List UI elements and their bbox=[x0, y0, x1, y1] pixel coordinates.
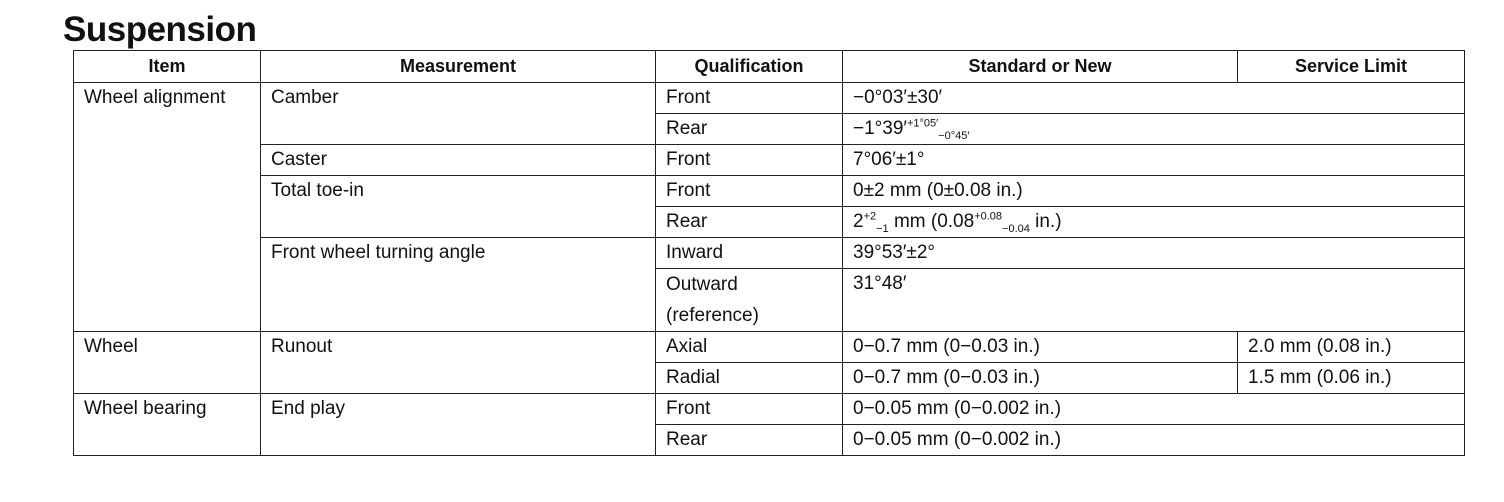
item-wheel: Wheel bbox=[74, 332, 261, 394]
measurement-camber: Camber bbox=[261, 83, 656, 145]
qualification-bearing-rear: Rear bbox=[656, 425, 843, 456]
standard-runout-radial: 0−0.7 mm (0−0.03 in.) bbox=[843, 363, 1238, 394]
measurement-runout: Runout bbox=[261, 332, 656, 394]
qualification-camber-front: Front bbox=[656, 83, 843, 114]
qualification-caster-front: Front bbox=[656, 145, 843, 176]
table-header-row bbox=[74, 51, 1465, 83]
item-wheel-alignment: Wheel alignment bbox=[74, 83, 261, 332]
table-row bbox=[74, 394, 1465, 425]
measurement-total-toe-in: Total toe-in bbox=[261, 176, 656, 238]
qualification-turn-outward bbox=[656, 269, 843, 332]
standard-camber-front: −0°03′±30′ bbox=[843, 83, 1465, 114]
qualification-reference: (reference) bbox=[666, 305, 759, 326]
standard-runout-axial: 0−0.7 mm (0−0.03 in.) bbox=[843, 332, 1238, 363]
standard-bearing-front: 0−0.05 mm (0−0.002 in.) bbox=[843, 394, 1465, 425]
page-title: Suspension bbox=[63, 10, 257, 49]
table-row bbox=[74, 176, 1465, 207]
toe-rear-lower-tolerance-in: −0.04 bbox=[1002, 222, 1030, 235]
table-row bbox=[74, 238, 1465, 269]
qualification-toe-front: Front bbox=[656, 176, 843, 207]
standard-turn-outward: 31°48′ bbox=[843, 269, 1465, 332]
qualification-outward: Outward bbox=[666, 274, 738, 295]
qualification-runout-axial: Axial bbox=[656, 332, 843, 363]
header-standard: Standard or New bbox=[843, 51, 1238, 83]
standard-bearing-rear: 0−0.05 mm (0−0.002 in.) bbox=[843, 425, 1465, 456]
measurement-front-wheel-turning-angle: Front wheel turning angle bbox=[261, 238, 656, 332]
toe-rear-value: 2 bbox=[853, 211, 864, 232]
header-qualification: Qualification bbox=[656, 51, 843, 83]
header-service-limit: Service Limit bbox=[1238, 51, 1465, 83]
toe-rear-upper-tolerance-in: +0.08 bbox=[974, 210, 1003, 223]
header-measurement: Measurement bbox=[261, 51, 656, 83]
qualification-bearing-front: Front bbox=[656, 394, 843, 425]
qualification-turn-inward: Inward bbox=[656, 238, 843, 269]
specification-table bbox=[73, 50, 1465, 456]
measurement-caster: Caster bbox=[261, 145, 656, 176]
standard-turn-inward: 39°53′±2° bbox=[843, 238, 1465, 269]
standard-toe-front: 0±2 mm (0±0.08 in.) bbox=[843, 176, 1465, 207]
item-wheel-bearing: Wheel bearing bbox=[74, 394, 261, 456]
standard-toe-rear bbox=[843, 207, 1465, 238]
standard-caster-front: 7°06′±1° bbox=[843, 145, 1465, 176]
table-row bbox=[74, 332, 1465, 363]
toe-rear-upper-tolerance-mm: +2 bbox=[863, 210, 877, 223]
camber-rear-lower-tolerance: −0°45′ bbox=[938, 129, 970, 142]
standard-camber-rear bbox=[843, 114, 1465, 145]
table-row bbox=[74, 145, 1465, 176]
service-limit-runout-axial: 2.0 mm (0.08 in.) bbox=[1238, 332, 1465, 363]
toe-rear-lower-tolerance-mm: −1 bbox=[876, 222, 889, 235]
qualification-runout-radial: Radial bbox=[656, 363, 843, 394]
camber-rear-upper-tolerance: +1°05′ bbox=[906, 117, 939, 130]
qualification-toe-rear: Rear bbox=[656, 207, 843, 238]
toe-rear-inch-value: mm (0.08 bbox=[888, 211, 975, 232]
table-row bbox=[74, 83, 1465, 114]
camber-rear-value: −1°39′ bbox=[853, 118, 907, 139]
measurement-end-play: End play bbox=[261, 394, 656, 456]
header-item: Item bbox=[74, 51, 261, 83]
service-limit-runout-radial: 1.5 mm (0.06 in.) bbox=[1238, 363, 1465, 394]
qualification-camber-rear: Rear bbox=[656, 114, 843, 145]
toe-rear-unit: in.) bbox=[1029, 211, 1062, 232]
